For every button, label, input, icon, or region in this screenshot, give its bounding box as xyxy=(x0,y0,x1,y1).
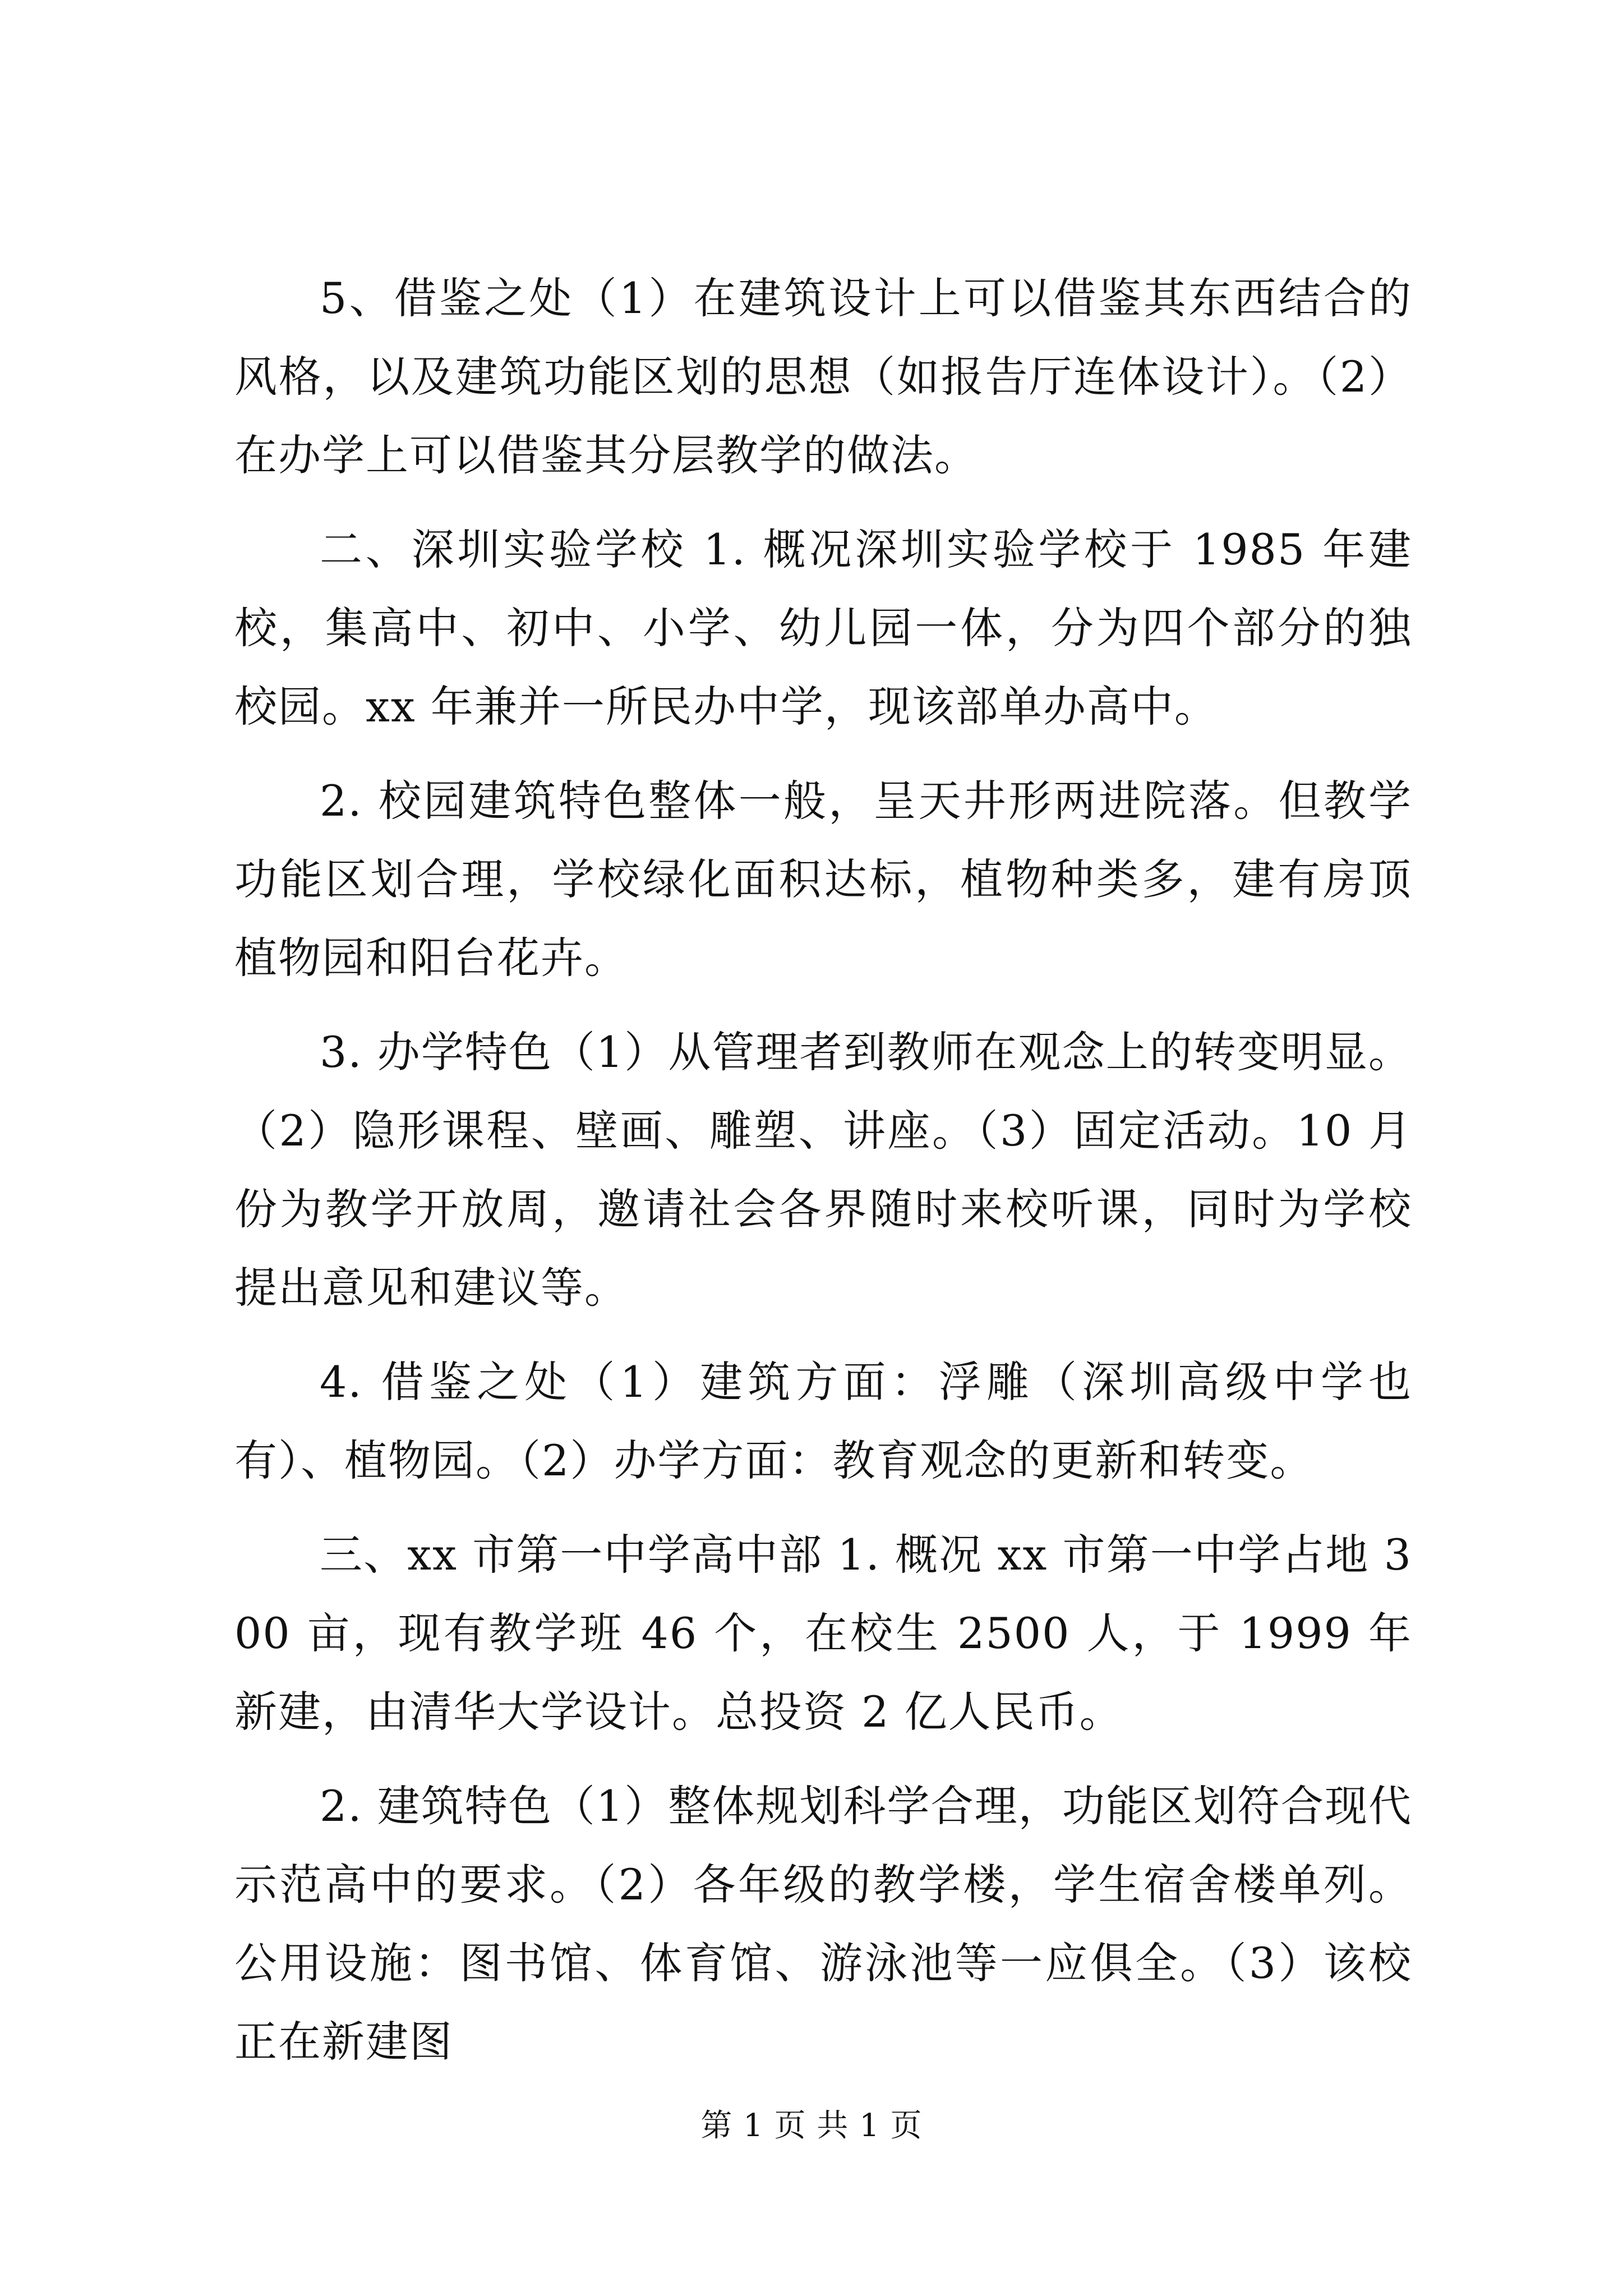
paragraph-campus-architecture: 2. 校园建筑特色整体一般，呈天井形两进院落。但教学功能区划合理，学校绿化面积达标，植物种类多，建有房顶植物园和阳台花卉。 xyxy=(234,776,1412,983)
paragraph-shenzhen-school-overview: 二、深圳实验学校 1. 概况深圳实验学校于 1985 年建校，集高中、初中、小学、幼儿园一体，分为四个部分的独校园。xx 年兼并一所民办中学，现该部单办高中。 xyxy=(234,524,1412,731)
paragraph-borrowing-points-1: 5、借鉴之处（1）在建筑设计上可以借鉴其东西结合的风格，以及建筑功能区划的思想（如报告厅连体设计）。（2）在办学上可以借鉴其分层教学的做法。 xyxy=(234,273,1412,480)
paragraph-school-features: 3. 办学特色（1）从管理者到教师在观念上的转变明显。（2）隐形课程、壁画、雕塑、讲座。（3）固定活动。10 月份为教学开放周，邀请社会各界随时来校听课，同时为学校提出意见和建议等。 xyxy=(234,1027,1412,1313)
paragraph-borrowing-points-2: 4. 借鉴之处（1）建筑方面：浮雕（深圳高级中学也有）、植物园。（2）办学方面：教育观念的更新和转变。 xyxy=(234,1357,1412,1485)
paragraph-first-middle-school-overview: 三、xx 市第一中学高中部 1. 概况 xx 市第一中学占地 300 亩，现有教学班 46 个，在校生 2500 人，于 1999 年新建，由清华大学设计。总投资 2 亿人民币。 xyxy=(234,1530,1412,1737)
page-footer: 第 1 页 共 1 页 xyxy=(700,2108,923,2144)
paragraph-architecture-features: 2. 建筑特色（1）整体规划科学合理，功能区划符合现代示范高中的要求。（2）各年级的教学楼，学生宿舍楼单列。公用设施：图书馆、体育馆、游泳池等一应俱全。（3）该校正在新建图 xyxy=(234,1781,1412,2067)
document-body xyxy=(234,259,1412,2097)
